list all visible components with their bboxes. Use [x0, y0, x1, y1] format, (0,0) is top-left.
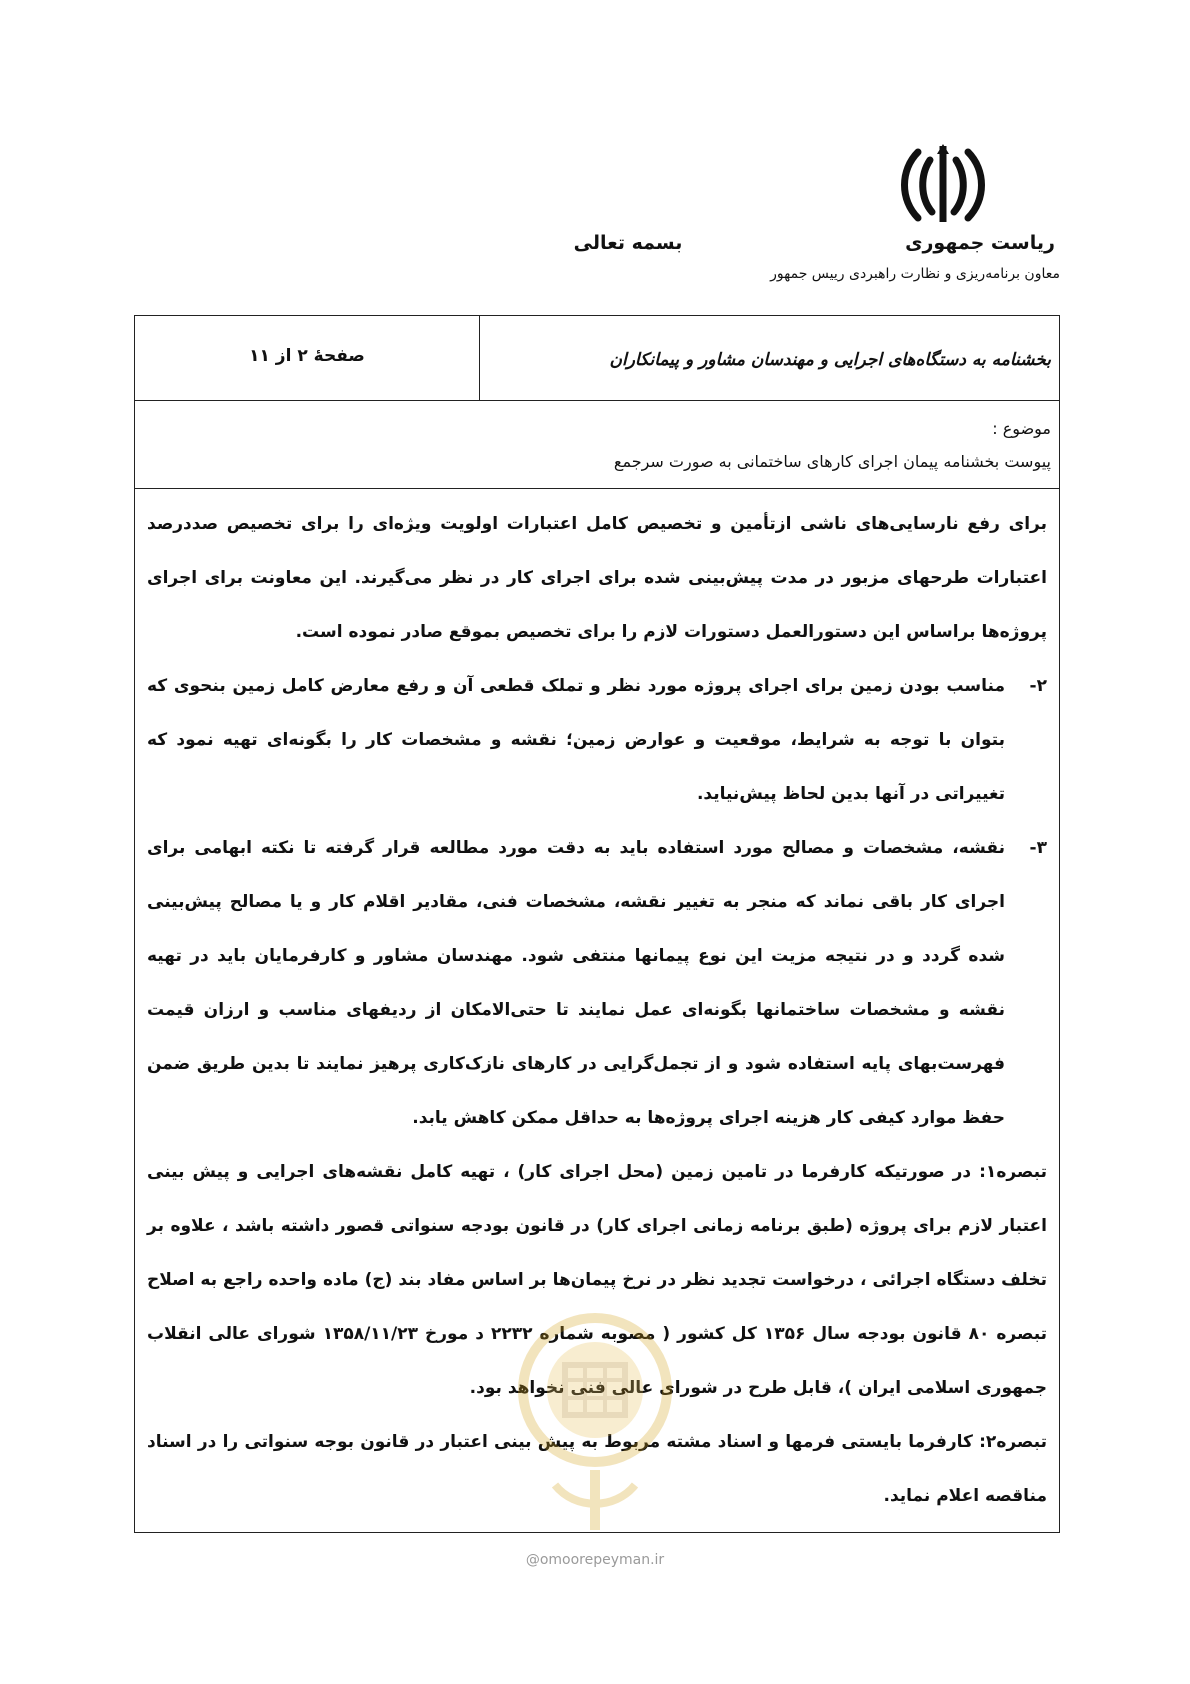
- item-2-text: مناسب بودن زمین برای اجرای پروژه مورد نظر و تملک قطعی آن و رفع معارض کامل زمین بنحوی که بتوان با توجه به شرایط، موقعیت و عوارض زمین؛ نقشه و مشخصات کار را بگونه‌ای تهیه نمود که تغییراتی در آنها بدین لحاظ پیش‌نیاید.: [147, 676, 1005, 804]
- note-1: تبصره۱: در صورتیکه کارفرما در تامین زمین (محل اجرای کار) ، تهیه کامل نقشه‌های اجرایی و پیش بینی اعتبار لازم برای پروژه (طبق برنامه زمانی اجرای کار) در قانون بودجه سنواتی قصور داشته باشد ، علاوه بر تخلف دستگاه اجرائی ، درخواست تجدید نظر در نرخ پیمان‌ها بر اساس مفاد بند (ج) ماده واحده راجع به اصلاح تبصره ۸۰ قانون بودجه سال ۱۳۵۶ کل کشور ( مصوبه شماره ۲۲۳۲ د مورخ ۱۳۵۸/۱۱/۲۳ شورای عالی انقلاب جمهوری اسلامی ایران )، قابل طرح در شورای عالی فنی نخواهد بود.: [147, 1162, 1048, 1398]
- website-footer: @omoorepeyman.ir: [525, 1552, 665, 1568]
- organization-subtitle: معاون برنامه‌ریزی و نظارت راهبردی رییس جمهور: [770, 266, 1060, 282]
- item-2: [147, 659, 1047, 821]
- item-3: [147, 821, 1047, 1145]
- paragraph-intro: برای رفع نارسایی‌های ناشی ازتأمین و تخصیص کامل اعتبارات اولویت ویژه‌ای را برای تخصیص صددرصد اعتبارات طرحهای مزبور در مدت پیش‌بینی شده برای اجرای کار در نظر می‌گیرند. این معاونت برای اجرای پروژه‌ها براساس این دستورالعمل دستورات لازم را برای تخصیص بموقع صادر نموده است.: [147, 514, 1047, 642]
- subject-label: موضوع :: [992, 419, 1051, 438]
- item-3-number: ۳-: [1029, 838, 1047, 858]
- organization-name: ریاست جمهوری: [905, 232, 1055, 254]
- watermark-logo: [495, 1270, 695, 1540]
- iran-emblem-logo: [888, 140, 998, 230]
- note-2: تبصره۲: کارفرما بایستی فرمها و اسناد مشته مربوط به پیش بینی اعتبار در قانون بوجه سنواتی را در اسناد مناقصه اعلام نماید.: [147, 1432, 1047, 1506]
- subject-cell: [135, 401, 1059, 488]
- page-number: صفحهٔ ۲ از ۱۱: [135, 316, 480, 401]
- item-2-number: ۲-: [1029, 676, 1047, 696]
- item-3-text: نقشه، مشخصات و مصالح مورد استفاده باید به دقت مورد مطالعه قرار گرفته تا نکته ابهامی برای اجرای کار باقی نماند که منجر به تغییر نقشه، مشخصات فنی، مقادیر اقلام کار و یا مصالح پیش‌بینی شده گردد و در نتیجه مزیت این نوع پیمانها منتفی شود. مهندسان مشاور و کارفرمایان باید در تهیه نقشه و مشخصات ساختمانها بگونه‌ای عمل نمایند تا حتی‌الامکان از ردیفهای مناسب و ارزان قیمت فهرست‌بهای پایه استفاده شود و از تجمل‌گرایی در کارهای نازک‌کاری پرهیز نمایند تا بدین طریق ضمن حفظ موارد کیفی کار هزینه اجرای پروژه‌ها به حداقل ممکن کاهش یابد.: [147, 838, 1005, 1128]
- circular-title: بخشنامه به دستگاه‌های اجرایی و مهندسان مشاور و پیمانکاران: [480, 316, 1059, 401]
- subject-text: پیوست بخشنامه پیمان اجرای کارهای ساختمانی به صورت سرجمع: [613, 452, 1051, 471]
- besmellah-heading: بسمه تعالی: [573, 232, 683, 254]
- document-header-table: [134, 315, 1060, 489]
